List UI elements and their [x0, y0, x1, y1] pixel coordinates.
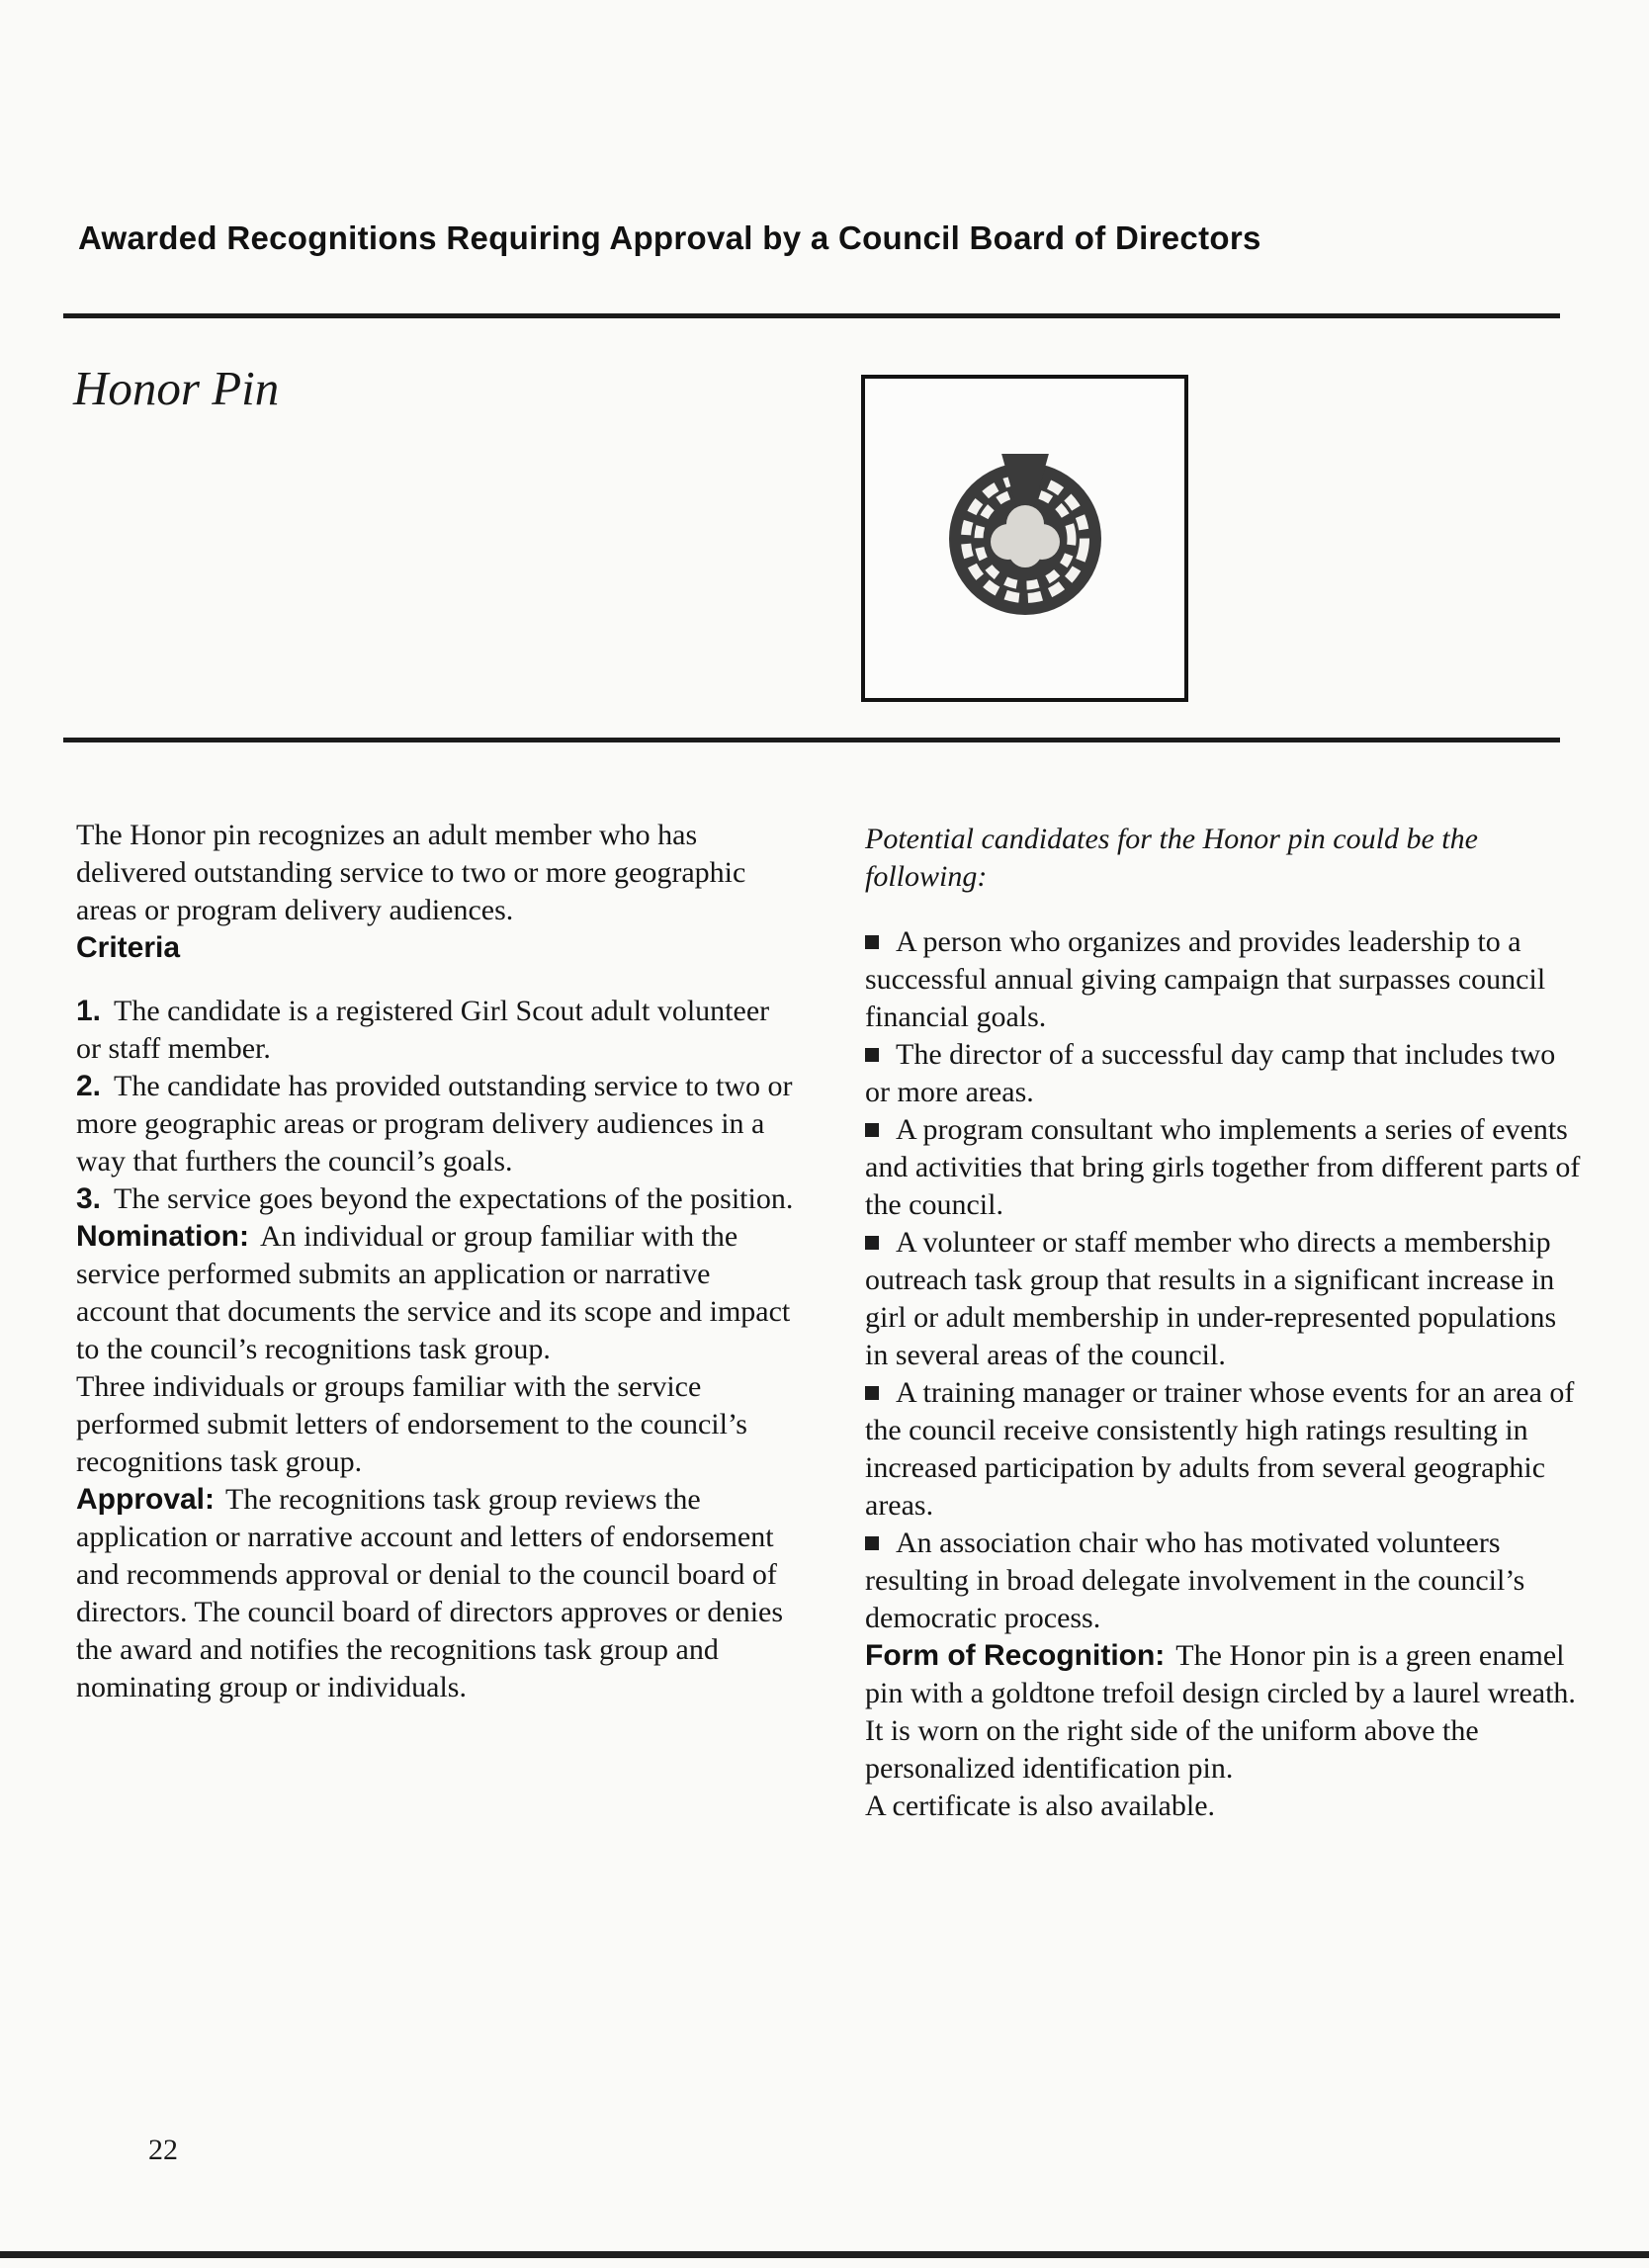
square-bullet-icon: [865, 1536, 879, 1550]
list-item: [865, 1525, 1584, 1637]
list-item-text: A program consultant who implements a series of events and activities that bring girls together from different parts of the council.: [865, 1113, 1581, 1221]
list-item-text: A training manager or trainer whose events for an area of the council receive consistently high ratings resulting in increased participation by adults from several geographic areas.: [865, 1376, 1575, 1522]
approval-label: Approval:: [76, 1483, 216, 1516]
list-item: [865, 1036, 1584, 1111]
square-bullet-icon: [865, 1236, 879, 1250]
list-item-text: The director of a successful day camp that includes two or more areas.: [865, 1038, 1556, 1108]
approval-paragraph: [76, 1481, 798, 1706]
form-of-recognition-text: The Honor pin is a green enamel pin with a goldtone trefoil design circled by a laurel wreath. It is worn on the right side of the uniform above the personalized identification pin.: [865, 1639, 1576, 1785]
form-of-recognition-paragraph: [865, 1637, 1584, 1788]
square-bullet-icon: [865, 935, 879, 949]
list-item: [865, 1224, 1584, 1374]
nomination-paragraph: [76, 1218, 798, 1368]
criteria-text: The candidate is a registered Girl Scout adult volunteer or staff member.: [76, 995, 770, 1065]
horizontal-rule-middle: [63, 738, 1560, 742]
criteria-number: 2.: [76, 1070, 102, 1102]
intro-paragraph: The Honor pin recognizes an adult member who has delivered outstanding service to two or more geographic areas or program delivery audiences.: [76, 819, 746, 926]
list-item-text: A volunteer or staff member who directs a membership outreach task group that results in a significant increase in girl or adult membership in under-represented populations in several areas of the council.: [865, 1226, 1557, 1371]
list-item: [865, 1374, 1584, 1525]
horizontal-rule-top: [63, 313, 1560, 318]
criteria-heading: Criteria: [76, 931, 181, 964]
criteria-text: The candidate has provided outstanding service to two or more geographic areas or program delivery audiences in a way that furthers the council’s goals.: [76, 1070, 793, 1178]
list-item: [865, 1111, 1584, 1224]
endorsement-paragraph: Three individuals or groups familiar with the service performed submit letters of endorsement to the council’s recognitions task group.: [76, 1370, 747, 1478]
approval-text: The recognitions task group reviews the application or narrative account and letters of endorsement and recommends approval or denial to the council board of directors. The council board of directors approves or denies the award and notifies the recognitions task group and nominating group or individuals.: [76, 1483, 784, 1703]
certificate-note: A certificate is also available.: [865, 1789, 1216, 1822]
section-title: Honor Pin: [73, 361, 280, 415]
criteria-item: [76, 1068, 798, 1180]
criteria-number: 3.: [76, 1182, 102, 1215]
square-bullet-icon: [865, 1123, 879, 1137]
square-bullet-icon: [865, 1048, 879, 1062]
pin-image-frame: [861, 375, 1188, 702]
list-item: [865, 923, 1584, 1036]
square-bullet-icon: [865, 1386, 879, 1400]
criteria-number: 1.: [76, 995, 102, 1027]
list-item-text: A person who organizes and provides leadership to a successful annual giving campaign that surpasses council financial goals.: [865, 925, 1546, 1033]
right-column: [865, 821, 1584, 1825]
criteria-item: [76, 1180, 798, 1218]
page-header: Awarded Recognitions Requiring Approval by a Council Board of Directors: [78, 219, 1261, 256]
criteria-item: [76, 993, 798, 1068]
honor-pin-laurel-wreath-trefoil-icon: [940, 454, 1110, 624]
scan-edge-line: [0, 2251, 1649, 2258]
form-of-recognition-label: Form of Recognition:: [865, 1639, 1166, 1672]
criteria-text: The service goes beyond the expectations of the position.: [114, 1182, 794, 1215]
nomination-text: An individual or group familiar with the service performed submits an application or narrative account that documents the service and its scope and impact to the council’s recognitions task group.: [76, 1220, 791, 1365]
left-column: [76, 817, 798, 1706]
list-item-text: An association chair who has motivated volunteers resulting in broad delegate involvement in the council’s democratic process.: [865, 1527, 1525, 1634]
nomination-label: Nomination:: [76, 1220, 249, 1253]
page-number: 22: [148, 2134, 178, 2166]
candidates-intro: Potential candidates for the Honor pin could be the following:: [865, 823, 1478, 893]
